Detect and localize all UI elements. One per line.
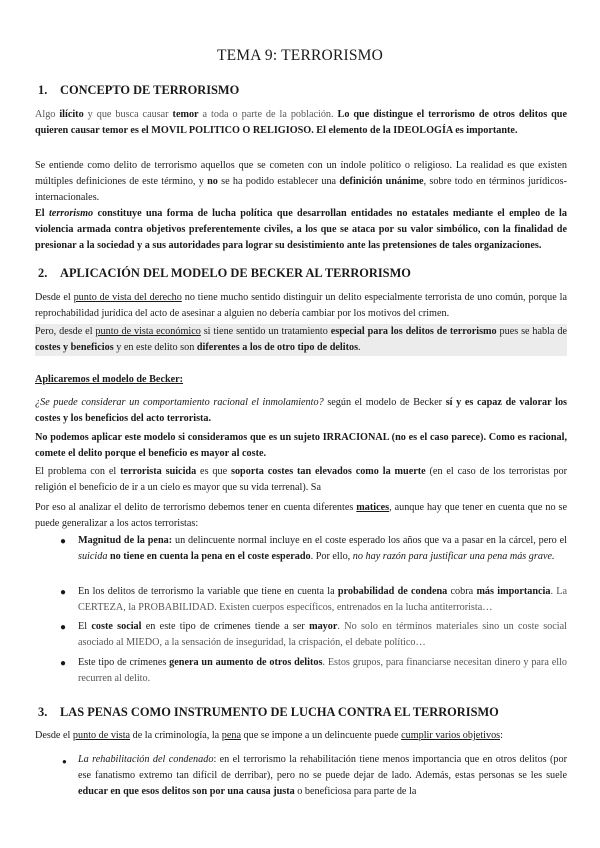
s2-paragraph-5: El problema con el terrorista suicida es que soporta costes tan elevados como la muerte (en el caso de los terroristas por religión el beneficio de ir a un cielo es mayor que su vida terrenal). Sa: [35, 466, 568, 494]
s2-paragraph-3: ¿Se puede considerar un comportamiento racional el inmolamiento? según el modelo de Becker sí y es capaz de valorar los costes y los beneficios del acto terrorista.: [35, 397, 567, 425]
s2-paragraph-4: No podemos aplicar este modelo si consideramos que es un sujeto IRRACIONAL (no es el caso parece). Como es racional, comete el delito porque el beneficio es mayor al coste.: [35, 432, 567, 460]
bullet-item-probabilidad: En los delitos de terrorismo la variable que tiene en cuenta la probabilidad de condena cobra más importancia. La CERTEZA, la PROBABILIDAD. Existen cuerpos específicos, entrenados en la lucha antiterrorista…: [78, 586, 568, 614]
bullet-icon: ●: [60, 622, 67, 633]
bullet-item-coste-social: El coste social en este tipo de crímenes tiende a ser mayor. No solo en términos materiales sino un coste social asociado al MIEDO, a la sensación de inseguridad, la crispación, el debate político…: [78, 621, 567, 649]
bullet-icon: ●: [60, 536, 67, 547]
bullet-item-rehabilitacion: La rehabilitación del condenado: en el terrorismo la rehabilitación tiene menos importancia que en otros delitos (por ese fanatismo extremo tan difícil de derribar), pero no se puede dejar de lado. Además, estas personas se les suele educar en que esos delitos son por una causa justa o beneficiosa para parte de la: [78, 754, 568, 798]
bullet-icon: ●: [60, 587, 67, 598]
section-3-heading: 3. LAS PENAS COMO INSTRUMENTO DE LUCHA CONTRA EL TERRORISMO: [38, 705, 499, 719]
s2-paragraph-2: Pero, desde el punto de vista económico si tiene sentido un tratamiento especial para los delitos de terrorismo pues se habla de costes y beneficios y en este delito son diferentes a los de otro tipo de delitos.: [35, 324, 567, 356]
bullet-item-magnitud: Magnitud de la pena: un delincuente normal incluye en el coste esperado los años que va a pasar en la cárcel, pero el suicida no tiene en cuenta la pena en el coste esperado. Por ello, no hay razón para justificar una pena más grave.: [78, 535, 567, 563]
bullet-item-otros-delitos: Este tipo de crímenes genera un aumento de otros delitos. Estos grupos, para financiarse necesitan dinero y para ello recurren al delito.: [78, 657, 567, 685]
document-title: TEMA 9: TERRORISMO: [216, 47, 384, 64]
s2-paragraph-6: Por eso al analizar el delito de terrorismo debemos tener en cuenta diferentes matices, aunque hay que tener en cuenta que no se puede generalizar a los actos terroristas:: [35, 502, 568, 530]
s2-paragraph-1: Desde el punto de vista del derecho no tiene mucho sentido distinguir un delito especialmente terrorista de uno común, porque la reprochabilidad jurídica del acto de asesinar a alguien no debería cambiar por los motivos del crimen.: [35, 292, 568, 320]
section-2-heading: 2. APLICACIÓN DEL MODELO DE BECKER AL TERRORISMO: [38, 266, 411, 280]
s3-paragraph-1: Desde el punto de vista de la criminología, la pena que se impone a un delincuente puede cumplir varios objetivos:: [35, 730, 503, 741]
s1-paragraph-2: Se entiende como delito de terrorismo aquellos que se cometen con un índole político o religioso. La realidad es que existen múltiples definiciones de este término, y no se ha podido establecer una definición unánime, sobre todo en términos jurídicos-internacionales.: [35, 160, 567, 204]
section-1-heading: 1. CONCEPTO DE TERRORISMO: [38, 83, 240, 97]
bullet-icon: ●: [60, 658, 67, 669]
s1-paragraph-3: El terrorismo constituye una forma de lucha política que desarrollan entidades no estatales mediante el empleo de la violencia armada contra objetivos preferentemente civiles, a los que se ataca por su valor simbólico, con la finalidad de presionar a la sociedad y a sus autoridades para lograr su desistimiento ante las pretensiones de tales organizaciones.: [35, 208, 567, 252]
becker-subheading: Aplicaremos el modelo de Becker:: [35, 374, 184, 385]
s1-paragraph-1: Algo ilícito y que busca causar temor a toda o parte de la población. Lo que distingue el terrorismo de otros delitos que quieren causar temor es el MOVIL POLITICO O RELIGIOSO. El elemento de la IDEOLOGÍA es importante.: [35, 109, 567, 137]
bullet-icon: ●: [62, 757, 67, 766]
